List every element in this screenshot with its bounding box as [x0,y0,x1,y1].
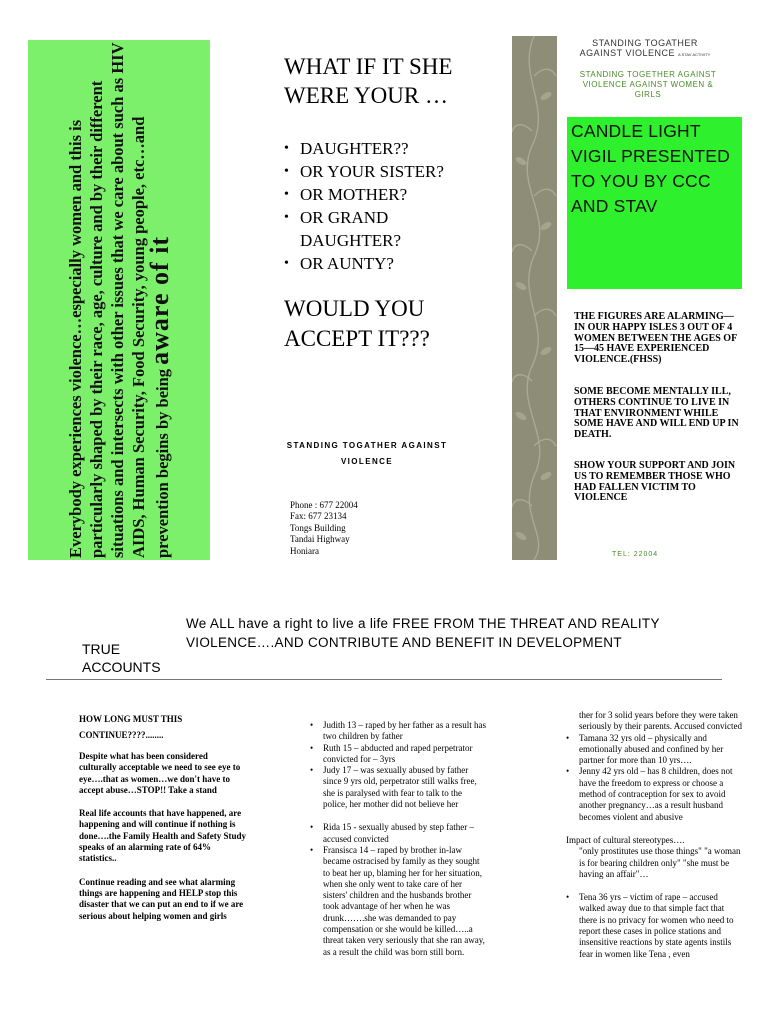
intro-column [79,711,247,934]
relation-item: • OR MOTHER? [284,183,484,206]
would-you-heading: WOULD YOU ACCEPT IT??? [284,296,430,351]
support-paragraph: SHOW YOUR SUPPORT AND JOIN US TO REMEMBER THOSE WHO HAD FALLEN VICTIM TO VIOLENCE [574,460,736,504]
vigil-banner [567,117,742,289]
account-item: • Judith 13 – raped by her father as a result has two children by father [310,720,488,743]
brand-title [575,38,715,60]
accounts-list [310,822,488,958]
accounts-list [566,892,742,960]
relation-item: • OR GRAND DAUGHTER? [284,206,484,252]
intro-paragraph: Despite what has been considered culturally acceptable we need to see eye to eye….that as women…we don't have to accept abuse…STOP!! Take a stand [79,751,241,795]
vigil-title: CANDLE LIGHT VIGIL PRESENTED TO YOU BY CCC AND STAV [571,121,730,216]
account-item: • Ruth 15 – abducted and raped perpetrator convicted for – 3yrs [310,743,488,766]
awareness-panel [28,40,210,560]
intro-paragraph: Continue reading and see what alarming things are happening and HELP stop this disaster that we can put an end to if we are serious about helping women and girls [79,876,244,921]
column-heading: HOW LONG MUST THIS CONTINUE????........ [79,714,183,740]
relations-list [284,137,484,275]
brand-title-text: STANDING TOGATHER AGAINST VIOLENCE [579,38,698,58]
contact-address-line: Honiara [290,545,319,556]
impact-heading: Impact of cultural stereotypes…. [566,834,685,845]
relation-item: • OR YOUR SISTER? [284,160,484,183]
question-heading: WHAT IF IT SHE WERE YOUR … [284,54,453,108]
brand-subtitle: STANDING TOGETHER AGAINST VIOLENCE AGAINST WOMEN & GIRLS [579,70,717,99]
figures-paragraph: THE FIGURES ARE ALARMING—IN OUR HAPPY ISLES 3 OUT OF 4 WOMEN BETWEEN THE AGES OF 15—45 HAVE EXPERIENCED VIOLENCE.(FHSS) [574,311,737,366]
contact-fax: Fax: 677 23134 [290,511,347,522]
accounts-column [310,720,488,958]
accounts-list [566,733,742,823]
account-item: • Tamana 32 yrs old – physically and emotionally abused and confined by her partner for more than 10 yrs…. [566,733,742,767]
accounts-column-continued [566,710,742,960]
true-accounts-heading: TRUE ACCOUNTS [82,641,161,675]
rights-headline: We ALL have a right to live a life FREE FROM THE THREAT AND REALITY VIOLENCE….AND CONTRIBUTE AND BENEFIT IN DEVELOPMENT [186,616,660,650]
account-item: • Rida 15 - sexually abused by step father – accused convicted [310,822,488,845]
account-item: • Judy 17 – was sexually abused by father since 9 yrs old, perpetrator still walks free, she is paralysed with fear to talk to the police, her mother did not believe her [310,765,488,810]
accounts-list [310,720,488,810]
account-item: • Tena 36 yrs – victim of rape – accused walked away due to that simple fact that there is no privacy for women who need to report these cases in police stations and insensitive reactions by state agents instils fear in women like Tena , even [566,892,742,960]
awareness-text-block [65,42,173,558]
contact-phone: Phone : 677 22004 [290,500,358,510]
divider [46,679,722,680]
contact-block [290,500,440,557]
decorative-floral-strip [512,36,557,560]
relation-item: • DAUGHTER?? [284,137,484,160]
awareness-emphasis: aware of it [145,235,174,365]
intro-paragraph: Real life accounts that have happened, are happening and will continue if nothing is done….the Family Health and Safety Study speaks of an alarming rate of 64% statistics.. [79,808,247,864]
contact-address-line: Tongs Building [290,522,346,533]
relation-item: • OR AUNTY? [284,252,484,275]
contact-address-line: Tandai Highway [290,534,350,545]
account-item: • Jenny 42 yrs old – has 8 children, does not have the freedom to express or choose a method of contraception for sex to avoid another pregnancy…as a result husband becomes violent and abusive [566,766,742,822]
impact-quotes: "only prostitutes use those things" "a woman is for bearing children only" "she must be having an affair"… [579,846,741,879]
org-name: STANDING TOGATHER AGAINST VIOLENCE [286,441,448,466]
account-item: • Fransisca 14 – raped by brother in-law became ostracised by family as they sought to beat her up, blaming her for her situation, when she only went to take care of her sisters' children and the husbands brother took advantage of her when he was drunk…….she was demanded to pay compensation or she would be killed…..a threat taken very seriously that she ran away, as a result the child was born still born. [310,845,488,958]
telephone: TEL: 22004 [612,551,659,558]
consequences-paragraph: SOME BECOME MENTALLY ILL, OTHERS CONTINUE TO LIVE IN THAT ENVIRONMENT WHILE SOME HAVE AND WILL END UP IN DEATH. [574,386,739,441]
account-continued: ther for 3 solid years before they were taken seriously by their parents. Accused convicted [579,710,742,732]
brand-tagline: A STAV ACTIVITY [678,52,711,57]
awareness-text: Everybody experiences violence…especially women and this is particularly shaped by their race, age, culture and by their different situations and intersects with other issues that we care about such as HIV AIDS, Human Security, Food Security, young people, etc…and prevention begins by being [66,42,172,558]
